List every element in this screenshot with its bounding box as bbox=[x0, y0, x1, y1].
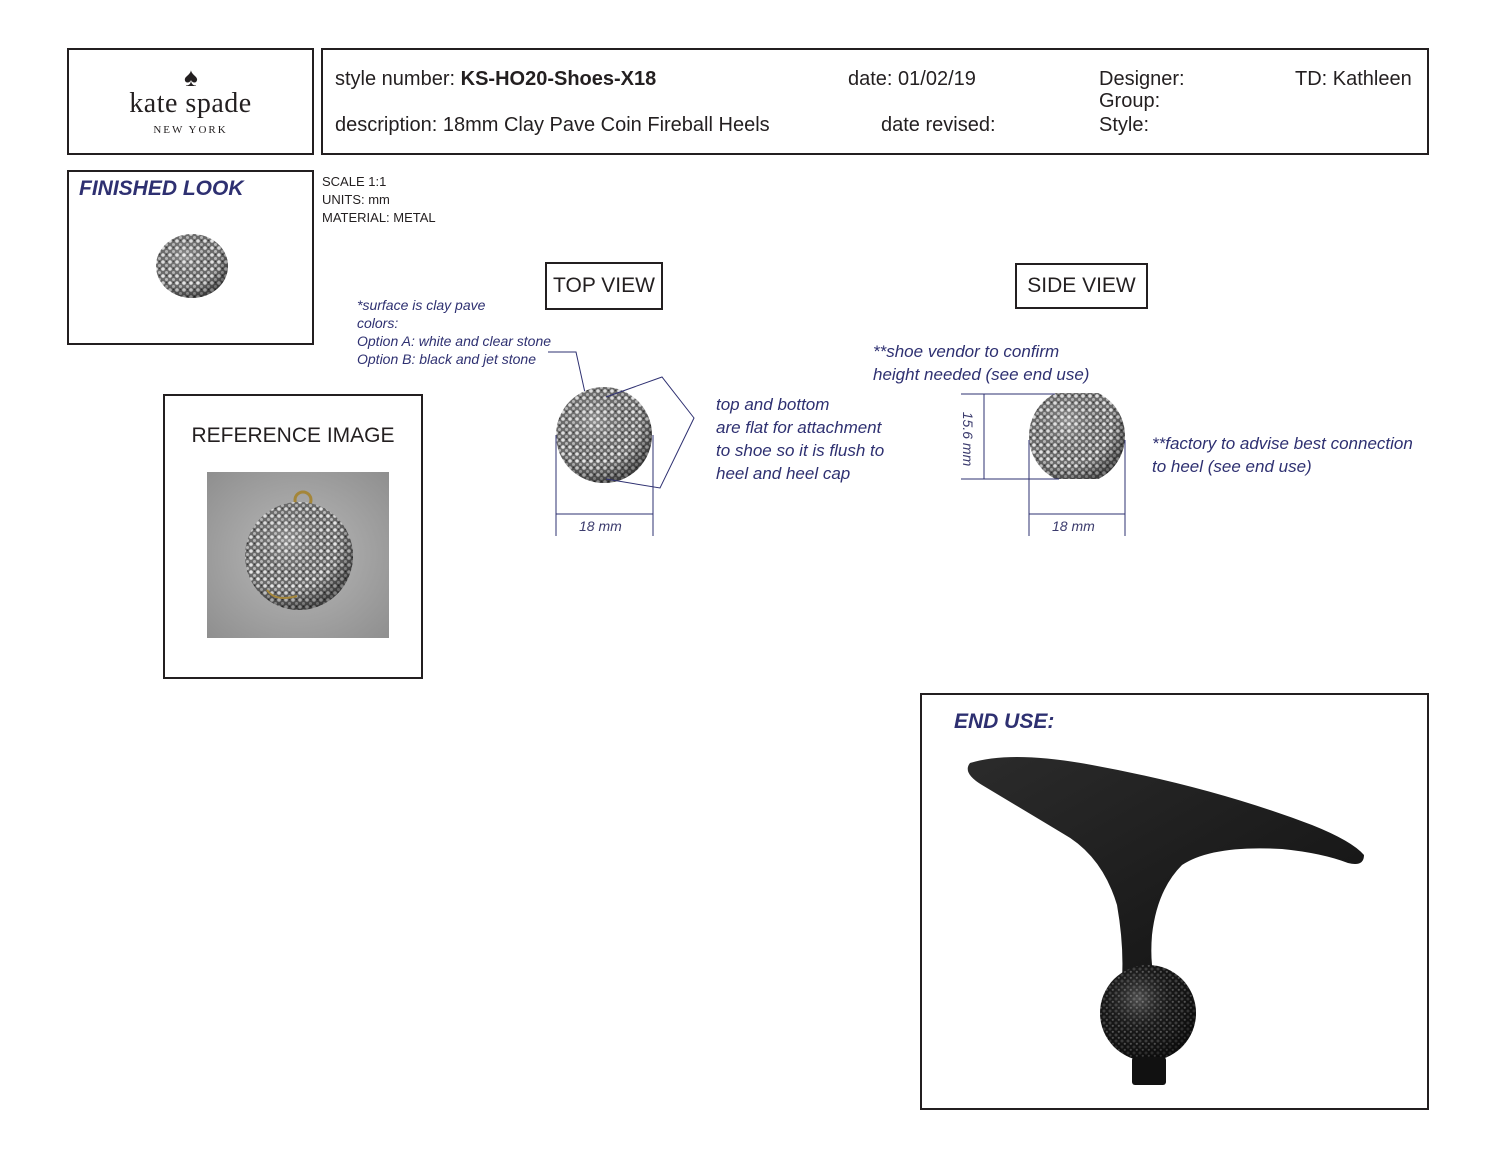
style-number-label: style number: bbox=[335, 68, 456, 90]
end-use-heel-image bbox=[952, 745, 1372, 1090]
side-view-title: SIDE VIEW bbox=[1015, 263, 1148, 309]
style-number-value: KS-HO20-Shoes-X18 bbox=[460, 68, 657, 90]
top-view-note-3: Option A: white and clear stone bbox=[357, 333, 552, 349]
finished-look-title: FINISHED LOOK bbox=[79, 177, 244, 200]
td bbox=[1295, 68, 1412, 91]
description bbox=[335, 114, 770, 137]
date bbox=[848, 68, 976, 91]
top-view-note-4: Option B: black and jet stone bbox=[357, 351, 536, 367]
top-view-title: TOP VIEW bbox=[545, 262, 663, 310]
designer-label: Designer: bbox=[1099, 68, 1185, 90]
flat-note-3: to shoe so it is flush to bbox=[716, 441, 885, 460]
reference-photo bbox=[207, 472, 389, 638]
end-use-title: END USE: bbox=[954, 710, 1055, 733]
description-label: description: bbox=[335, 114, 438, 136]
td-value: Kathleen bbox=[1332, 68, 1412, 90]
flat-note-1: top and bottom bbox=[716, 395, 830, 414]
group-label: Group: bbox=[1099, 90, 1161, 112]
reference-image-box bbox=[163, 394, 423, 679]
logo-box bbox=[67, 48, 314, 155]
brand-location: NEW YORK bbox=[153, 124, 228, 136]
top-view-note-2: colors: bbox=[357, 315, 399, 331]
spade-icon: ♠ bbox=[184, 62, 198, 92]
factory-note-2: to heel (see end use) bbox=[1152, 457, 1312, 476]
top-view-width-dim: 18 mm bbox=[579, 518, 622, 534]
header-info-box bbox=[321, 48, 1429, 155]
style-label: Style: bbox=[1099, 114, 1150, 136]
date-revised-label: date revised: bbox=[881, 114, 996, 136]
top-view-note-1: *surface is clay pave bbox=[357, 297, 486, 313]
top-view-drawing bbox=[540, 340, 720, 550]
spec-scale: SCALE 1:1 bbox=[322, 174, 387, 189]
side-view-width-dim: 18 mm bbox=[1052, 518, 1095, 534]
flat-note-2: are flat for attachment bbox=[716, 418, 882, 437]
date-value: 01/02/19 bbox=[898, 68, 976, 90]
td-label: TD: bbox=[1295, 68, 1328, 90]
vendor-note-1: **shoe vendor to confirm bbox=[873, 342, 1060, 361]
reference-image-title: REFERENCE IMAGE bbox=[191, 424, 395, 447]
vendor-note-2: height needed (see end use) bbox=[873, 365, 1090, 384]
factory-note-1: **factory to advise best connection bbox=[1152, 434, 1413, 453]
side-view-drawing bbox=[955, 380, 1135, 540]
end-use-box bbox=[920, 693, 1429, 1110]
date-label: date: bbox=[848, 68, 893, 90]
spec-units: UNITS: mm bbox=[322, 192, 390, 207]
finished-look-ball-image bbox=[154, 232, 230, 300]
spec-material: MATERIAL: METAL bbox=[322, 210, 436, 225]
flat-note-4: heel and heel cap bbox=[716, 464, 851, 483]
side-view-height-dim: 15.6 mm bbox=[960, 411, 977, 467]
brand-name: kate spade bbox=[129, 88, 252, 119]
finished-look-box bbox=[67, 170, 314, 345]
style-number bbox=[335, 68, 656, 91]
description-value: 18mm Clay Pave Coin Fireball Heels bbox=[442, 114, 770, 136]
